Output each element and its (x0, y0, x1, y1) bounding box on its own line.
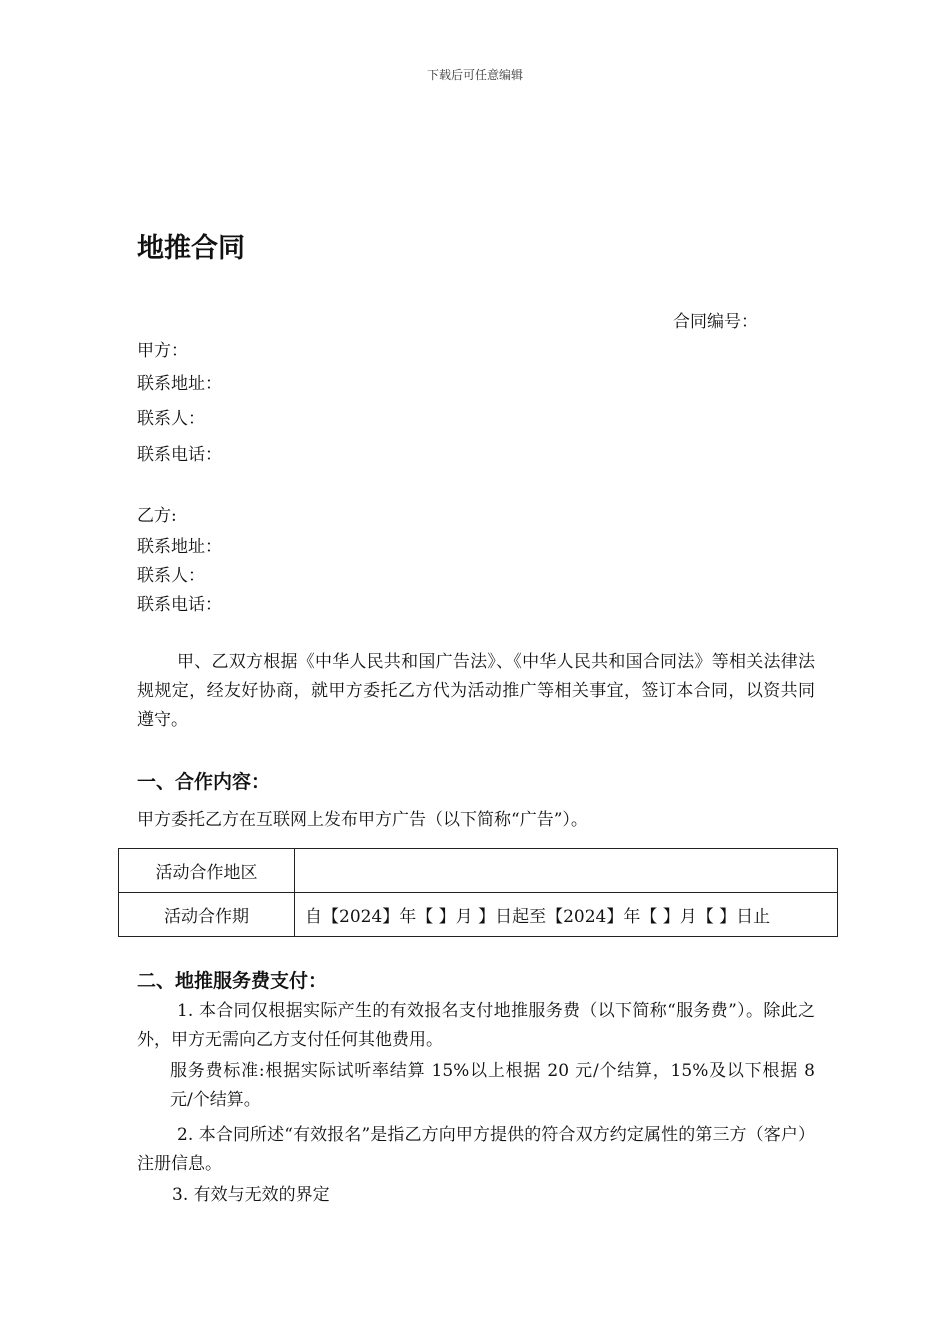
party-a-phone-label: 联系电话： (137, 445, 222, 465)
intro-paragraph: 甲、乙双方根据《中华人民共和国广告法》、《中华人民共和国合同法》等相关法律法规规定，经友好协商，就甲方委托乙方代为活动推广等相关事宜，签订本合同，以资共同遵守。 (137, 652, 815, 730)
header-note: 下载后可任意编辑 (426, 68, 523, 82)
party-a-label: 甲方： (137, 341, 188, 361)
section-2-heading: 二、地推服务费支付： (137, 970, 328, 992)
cooperation-region-value (295, 849, 838, 893)
party-b-address-label: 联系地址： (137, 537, 222, 557)
contract-number-label: 合同编号： (673, 312, 758, 332)
document-title: 地推合同 (137, 233, 245, 264)
section-2-item-1: 1. 本合同仅根据实际产生的有效报名支付地推服务费（以下简称“服务费”）。除此之外，甲方无需向乙方支付任何其他费用。 (137, 1001, 815, 1050)
party-a-address-label: 联系地址： (137, 374, 222, 394)
party-b-contact-label: 联系人： (137, 566, 205, 586)
table-row (119, 893, 838, 937)
section-1-heading: 一、合作内容： (137, 771, 271, 793)
party-b-label: 乙方: (137, 506, 177, 526)
section-2-item-2: 2. 本合同所述“有效报名”是指乙方向甲方提供的符合双方约定属性的第三方（客户）注册信息。 (137, 1125, 815, 1174)
party-b-phone-label: 联系电话： (137, 595, 222, 615)
table-row (119, 849, 838, 893)
cooperation-period-value: 自【2024】年【 】月 】日起至【2024】年【 】月【 】日止 (295, 893, 838, 937)
service-fee-standard: 服务费标准:根据实际试听率结算 15%以上根据 20 元/个结算，15%及以下根据 8 元/个结算。 (170, 1061, 815, 1110)
party-a-contact-label: 联系人： (137, 409, 205, 429)
cooperation-period-label: 活动合作期 (119, 893, 295, 937)
section-1-text: 甲方委托乙方在互联网上发布甲方广告（以下简称“广告”）。 (137, 810, 588, 830)
section-2-item-3: 3. 有效与无效的界定 (172, 1185, 330, 1205)
cooperation-region-label: 活动合作地区 (119, 849, 295, 893)
cooperation-table (118, 848, 838, 937)
